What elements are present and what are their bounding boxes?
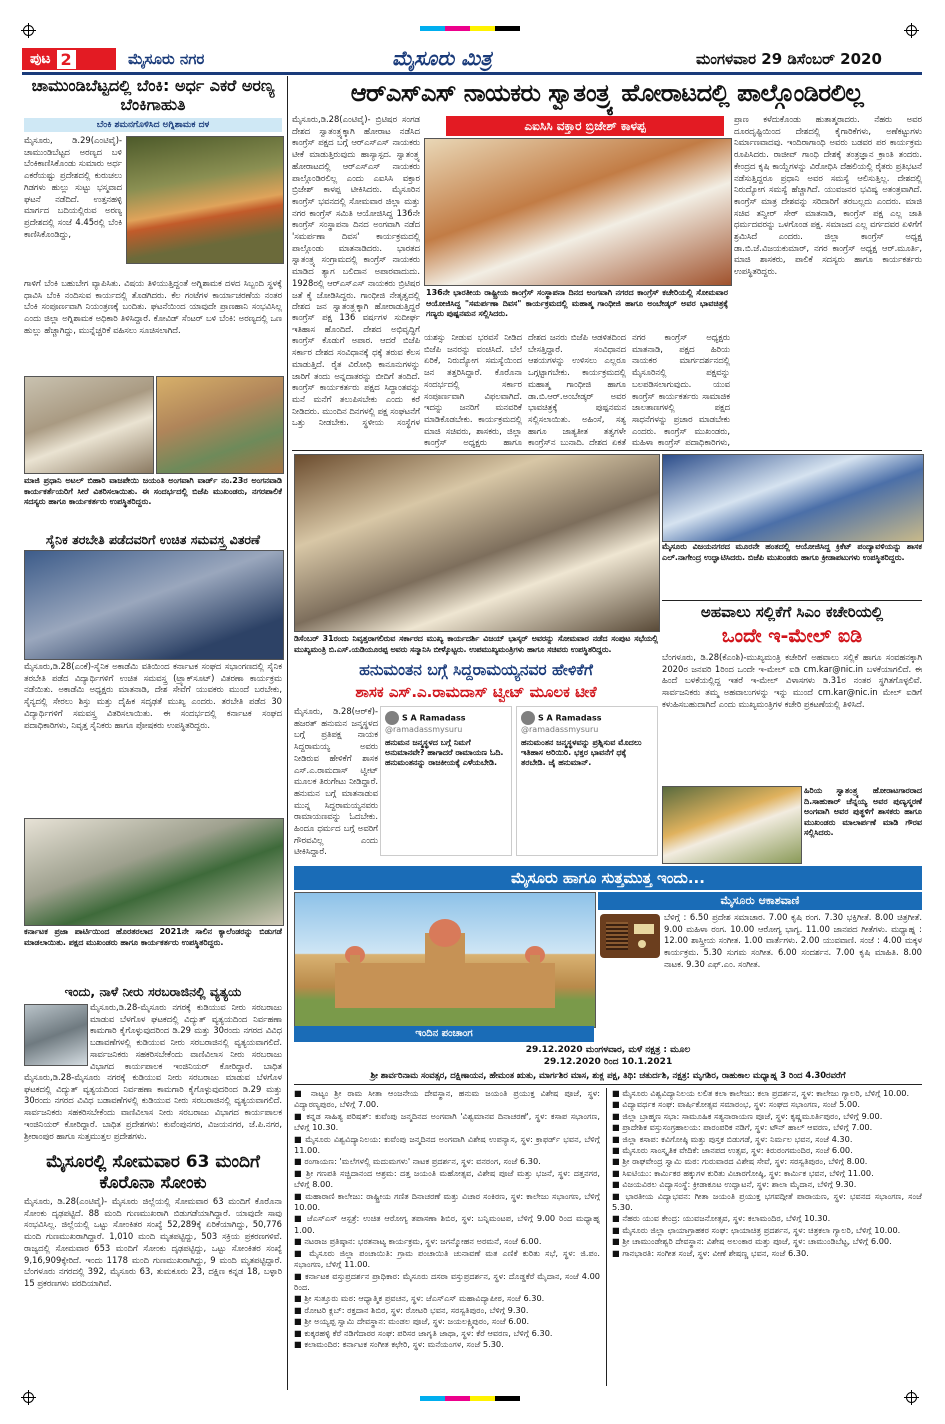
- congress-photo-caption: 136ನೇ ಭಾರತೀಯ ರಾಷ್ಟ್ರೀಯ ಕಾಂಗ್ರೆಸ್ ಸಂಸ್ಥಾಪನಾ ದಿನದ ಅಂಗವಾಗಿ ನಗರದ ಕಾಂಗ್ರೆಸ್ ಕಚೇರಿಯಲ್ಲಿ ಸೋಮವಾರ ಆಯೋಜಿಸಿದ್ದ "ಸಮರ್ಪಣಾ ದಿವಸ" ಕಾರ್ಯಕ್ರಮದಲ್ಲಿ ಮಹಾತ್ಮ ಗಾಂಧೀಜಿ ಹಾಗೂ ಅಂಬೇಡ್ಕರ್ ಅವರ ಭಾವಚಿತ್ರಕ್ಕೆ ಗಣ್ಯರು ಪುಷ್ಪನಮನ ಸಲ್ಲಿಸಿದರು.: [426, 288, 728, 318]
- uniform-body: ಮೈಸೂರು,ಡಿ.28(ಎಂಕೆ)-ಸೈನಿಕ ಅಕಾಡೆಮಿ ವತಿಯಿಂದ ಕರ್ನಾಟಕ ಸಂಘದ ಸಭಾಂಗಣದಲ್ಲಿ ಸೈನಿಕ ತರಬೇತಿ ಪಡೆದ ವಿದ್ಯಾರ್ಥಿಗಳಿಗೆ ಉಚಿತ ಸಮವಸ್ತ್ರ (ಟ್ರ್ಯಾಕ್‌ಸೂಟ್) ವಿತರಣಾ ಕಾರ್ಯಕ್ರಮ ನಡೆಯಿತು. ಅಕಾಡೆಮಿ ಅಧ್ಯಕ್ಷರು ಮಾತನಾಡಿ, ದೇಶ ಸೇವೆಗೆ ಯುವಕರು ಮುಂದೆ ಬರಬೇಕು, ಸೈನ್ಯದಲ್ಲಿ ಸೇರಲು ಶಿಸ್ತು ಮತ್ತು ದೈಹಿಕ ಸದೃಢತೆ ಮುಖ್ಯ ಎಂದರು. ತರಬೇತಿ ಪಡೆದ 30 ವಿದ್ಯಾರ್ಥಿಗಳಿಗೆ ಸಮವಸ್ತ್ರ ವಿತರಿಸಲಾಯಿತು. ಈ ಸಂದರ್ಭದಲ್ಲಿ ಕರ್ನಾಟಕ ಸಂಘದ ಪದಾಧಿಕಾರಿಗಳು, ನಿವೃತ್ತ ಸೈನಿಕರು ಹಾಗೂ ಪೋಷಕರು ಉಪಸ್ಥಿತರಿದ್ದರು.: [24, 661, 282, 730]
- story-tag: ಎಐಸಿಸಿ ವಕ್ತಾರ ಬ್ರಿಜೇಶ್ ಕಾಳಪ್ಪ: [446, 116, 724, 136]
- registration-mark: [906, 1392, 917, 1403]
- event-item: ■ ಶ್ರೀ ಸುತ್ತೂರು ಮಠ: ಆಧ್ಯಾತ್ಮಿಕ ಪ್ರವಚನ, ಸ್ಥಳ: ಜೆಎಸ್‌ಎಸ್ ಮಹಾವಿದ್ಯಾಪೀಠ, ಸಂಜೆ 6.30.: [294, 1293, 545, 1304]
- water-headline: ಇಂದು, ನಾಳೆ ನೀರು ಸರಬರಾಜಿನಲ್ಲಿ ವ್ಯತ್ಯಯ: [64, 984, 242, 999]
- event-item: ■ ನೆಹರು ಯುವ ಕೇಂದ್ರ: ಯುವಜನೋತ್ಸವ, ಸ್ಥಳ: ಕಲಾಮಂದಿರ, ಬೆಳಿಗ್ಗೆ 10.30.: [612, 1213, 831, 1224]
- uniform-headline: ಸೈನಿಕ ತರಬೇತಿ ಪಡೆದವರಿಗೆ ಉಚಿತ ಸಮವಸ್ತ್ರ ವಿತರಣೆ: [45, 532, 261, 547]
- main-body-c: ಯಶಸ್ಸು ನೀಡುವ ಭರವಸೆ ನೀಡಿದ ಬಿಜೆಪಿ ಜನರನ್ನು ವಂಚಿಸಿದೆ. ಬೆಲೆ ಏರಿಕೆ, ನಿರುದ್ಯೋಗ ಸಮಸ್ಯೆಯಿಂದ ಜನ ತತ್ತರಿಸಿದ್ದಾರೆ. ಕೊರೊನಾ ಸಂದರ್ಭದಲ್ಲಿ ಸರ್ಕಾರ ಸಂಪೂರ್ಣವಾಗಿ ವಿಫಲವಾಗಿದೆ. ಇದನ್ನು ಜನರಿಗೆ ಮನವರಿಕೆ ಮಾಡಿಕೊಡಬೇಕು. ಕಾರ್ಯಕ್ರಮದಲ್ಲಿ ಮಾಜಿ ಸಚಿವರು, ಶಾಸಕರು, ಜಿಲ್ಲಾ ಕಾಂಗ್ರೆಸ್ ಅಧ್ಯಕ್ಷರು ಹಾಗೂ: [424, 332, 522, 448]
- main-body-a: ಮೈಸೂರು,ಡಿ.28(ಎಂಟಿವೈ)- ಬ್ರಿಟಿಷರ ಸಂಗಡ ದೇಶದ ಸ್ವಾತಂತ್ರ್ಯಕ್ಕಾಗಿ ಹೋರಾಟ ನಡೆಸಿದ ಕಾಂಗ್ರೆಸ್ ಪಕ್ಷದ ಬಗ್ಗೆ ಆರ್‌ಎಸ್‌ಎಸ್ ನಾಯಕರು ಟೀಕೆ ಮಾಡುತ್ತಿರುವುದು ಹಾಸ್ಯಾಸ್ಪದ. ಸ್ವಾತಂತ್ರ್ಯ ಹೋರಾಟದಲ್ಲಿ ಆರ್‌ಎಸ್‌ಎಸ್ ನಾಯಕರು ಪಾಲ್ಗೊಂಡಿರಲಿಲ್ಲ ಎಂದು ಎಐಸಿಸಿ ವಕ್ತಾರ ಬ್ರಿಜೇಶ್ ಕಾಳಪ್ಪ ಟೀಕಿಸಿದರು. ಮೈಸೂರಿನ ಕಾಂಗ್ರೆಸ್ ಭವನದಲ್ಲಿ ಸೋಮವಾರ ಜಿಲ್ಲಾ ಮತ್ತು ನಗರ ಕಾಂಗ್ರೆಸ್ ಸಮಿತಿ ಆಯೋಜಿಸಿದ್ದ 136ನೇ ಕಾಂಗ್ರೆಸ್ ಸಂಸ್ಥಾಪನಾ ದಿನದ ಅಂಗವಾಗಿ ನಡೆದ 'ಸಮರ್ಪಣಾ ದಿವಸ' ಕಾರ್ಯಕ್ರಮದಲ್ಲಿ ಪಾಲ್ಗೊಂಡು ಮಾತನಾಡಿದರು. ಭಾರತದ ಸ್ವಾತಂತ್ರ್ಯ ಸಂಗ್ರಾಮದಲ್ಲಿ ಕಾಂಗ್ರೆಸ್ ನಾಯಕರು ಮಾಡಿದ ತ್ಯಾಗ ಬಲಿದಾನ ಅಪಾರವಾದುದು. 1928ರಲ್ಲಿ ಆರ್‌ಎಸ್‌ಎಸ್ ನಾಯಕರು ಬ್ರಿಟಿಷರ ಜತೆ ಕೈ ಜೋಡಿಸಿದ್ದರು. ಗಾಂಧೀಜಿ ನೇತೃತ್ವದಲ್ಲಿ ದೇಶದ ಜನ ಸ್ವಾತಂತ್ರ್ಯಕ್ಕಾಗಿ ಹೋರಾಡುತ್ತಿದ್ದರೆ: [292, 114, 420, 312]
- tweet-author: S A Ramadass: [402, 713, 466, 723]
- email-headline-1: ಅಹವಾಲು ಸಲ್ಲಿಕೆಗೆ ಸಿಎಂ ಕಚೇರಿಯಲ್ಲಿ: [700, 603, 884, 621]
- event-item: ■ ರಂಗಾಯಣ: 'ಮಲೆಗಳಲ್ಲಿ ಮದುಮಗಳು' ನಾಟಕ ಪ್ರದರ್ಶನ, ಸ್ಥಳ: ವನರಂಗ, ಸಂಜೆ 6.30.: [294, 1156, 541, 1167]
- radio-label: ಮೈಸೂರು ಆಕಾಶವಾಣಿ: [598, 892, 922, 910]
- event-item: ■ ನಾಟ್ಯಂ ಶ್ರೀ ರಾಮ ಸೀತಾ ಆಂಜನೇಯ ದೇವಸ್ಥಾನ, ಹನುಮ ಜಯಂತಿ ಪ್ರಯುಕ್ತ ವಿಶೇಷ ಪೂಜೆ, ಸ್ಥಳ: ವಿದ್ಯಾರಣ್ಯಪುರಂ, ಬೆಳಿಗ್ಗೆ 7.00.: [294, 1088, 600, 1110]
- water-body-cont: ಮೈಸೂರು,ಡಿ.28-ಮೈಸೂರು ನಗರಕ್ಕೆ ಕುಡಿಯುವ ನೀರು ಸರಬರಾಜು ಮಾಡುವ ಬೆಳಗೊಳ ಘಟಕದಲ್ಲಿ ವಿದ್ಯುತ್ ವ್ಯತ್ಯಯದಿಂದ ನಿರ್ವಹಣಾ ಕಾಮಗಾರಿ ಕೈಗೊಳ್ಳುವುದರಿಂದ ಡಿ.29 ಮತ್ತು 30ರಂದು ನಗರದ ವಿವಿಧ ಬಡಾವಣೆಗಳಲ್ಲಿ ಕುಡಿಯುವ ನೀರು ಸರಬರಾಜಿನಲ್ಲಿ ವ್ಯತ್ಯಯವಾಗಲಿದೆ. ಸಾರ್ವಜನಿಕರು ಸಹಕರಿಸಬೇಕೆಂದು ವಾಣಿವಿಲಾಸ ನೀರು ಸರಬರಾಜು ವಿಭಾಗದ ಕಾರ್ಯಪಾಲಕ ಇಂಜಿನಿಯರ್ ಕೋರಿದ್ದಾರೆ. ಬಾಧಿತ ಪ್ರದೇಶಗಳು: ಕುವೆಂಪುನಗರ, ವಿಜಯನಗರ, ಜೆ.ಪಿ.ನಗರ, ಶ್ರೀರಾಂಪುರ ಹಾಗೂ ಸುತ್ತಮುತ್ತಲ ಪ್ರದೇಶಗಳು.: [24, 1072, 282, 1141]
- masthead: ಮೈಸೂರು ಮಿತ್ರ: [392, 46, 492, 70]
- corona-headline: ಮೈಸೂರಲ್ಲಿ ಸೋಮವಾರ 63 ಮಂದಿಗೆ ಕೊರೊನಾ ಸೋಂಕು: [46, 1152, 260, 1193]
- panchanga-label: ಇಂದಿನ ಪಂಚಾಂಗ: [294, 1026, 594, 1042]
- birthday-caption: ಮಾಜಿ ಪ್ರಧಾನಿ ಅಟಲ್ ಬಿಹಾರಿ ವಾಜಪೇಯಿ ಜಯಂತಿ ಅಂಗವಾಗಿ ವಾರ್ಡ್ ನಂ.23ರ ಅಂಗನವಾಡಿ ಕಾರ್ಯಕರ್ತೆಯರಿಗೆ ಸೀರೆ ವಿತರಿಸಲಾಯಿತು. ಈ ಸಂದರ್ಭದಲ್ಲಿ ಬಿಜೆಪಿ ಮುಖಂಡರು, ನಗರಪಾಲಿಕೆ ಸದಸ್ಯರು ಹಾಗೂ ಕಾರ್ಯಕರ್ತರು ಉಪಸ್ಥಿತರಿದ್ದರು.: [24, 476, 282, 506]
- event-item: ■ ಶ್ರೀ ಚಾಮುಂಡೇಶ್ವರಿ ದೇವಸ್ಥಾನ: ವಿಶೇಷ ಅಲಂಕಾರ ಮತ್ತು ಪೂಜೆ, ಸ್ಥಳ: ಚಾಮುಂಡಿಬೆಟ್ಟ, ಬೆಳಿಗ್ಗೆ 6.00.: [612, 1236, 892, 1247]
- radio-schedule: ಬೆಳಿಗ್ಗೆ : 6.50 ಪ್ರದೇಶ ಸಮಾಚಾರ. 7.00 ಕೃಷಿ ರಂಗ. 7.30 ಭಕ್ತಿಗೀತೆ. 8.00 ಚಿತ್ರಗೀತೆ. 9.00 ಮಹಿಳಾ ರಂಗ. 10.00 ಆರೋಗ್ಯ ಭಾಗ್ಯ. 11.00 ಜಾನಪದ ಗೀತೆಗಳು. ಮಧ್ಯಾಹ್ನ : 12.00 ಶಾಸ್ತ್ರೀಯ ಸಂಗೀತ. 1.00 ವಾರ್ತೆಗಳು. 2.00 ಯುವವಾಣಿ. ಸಂಜೆ : 4.00 ಮಕ್ಕಳ ಕಾರ್ಯಕ್ರಮ. 5.30 ಸುಗಮ ಸಂಗೀತ. 6.00 ಸಂದರ್ಶನ. 7.00 ಕೃಷಿ ಮಾಹಿತಿ. 8.00 ನಾಟಕ. 9.30 ಎಫ್.ಎಂ. ಸಂಗೀತ.: [664, 912, 922, 969]
- tweet-handle: @ramadassmysuru: [521, 725, 599, 734]
- event-item: ■ ಮೈಸೂರು ಜಿಲ್ಲಾ ಪಂಚಾಯಿತಿ: ಗ್ರಾಮ ಪಂಚಾಯಿತಿ ಚುನಾವಣೆ ಮತ ಎಣಿಕೆ ಕುರಿತು ಸಭೆ, ಸ್ಥಳ: ಜಿ.ಪಂ. ಸಭಾಂಗಣ, ಬೆಳಿಗ್ಗೆ 11.00.: [294, 1247, 600, 1270]
- water-tap-photo: [24, 1004, 88, 1066]
- tweet-card-1: [380, 706, 512, 856]
- event-item: ■ ರೋಟರಿ ಕ್ಲಬ್: ರಕ್ತದಾನ ಶಿಬಿರ, ಸ್ಥಳ: ರೋಟರಿ ಭವನ, ಸರಸ್ವತಿಪುರಂ, ಬೆಳಿಗ್ಗೆ 9.30.: [294, 1304, 529, 1315]
- color-bar: [420, 1396, 520, 1401]
- radio-icon: [600, 914, 660, 958]
- fire-body-b: ಗಾಳಿಗೆ ಬೆಂಕಿ ಬಹುಬೇಗ ವ್ಯಾಪಿಸಿತು. ವಿಷಯ ತಿಳಿಯುತ್ತಿದ್ದಂತೆ ಅಗ್ನಿಶಾಮಕ ದಳದ ಸಿಬ್ಬಂದಿ ಸ್ಥಳಕ್ಕೆ ಧಾವಿಸಿ ಬೆಂಕಿ ನಂದಿಸುವ ಕಾರ್ಯದಲ್ಲಿ ತೊಡಗಿದರು. ಕೆಲ ಗಂಟೆಗಳ ಕಾರ್ಯಾಚರಣೆಯ ನಂತರ ಬೆಂಕಿ ಸಂಪೂರ್ಣವಾಗಿ ನಿಯಂತ್ರಣಕ್ಕೆ ಬಂದಿತು. ಘಟನೆಯಿಂದ ಯಾವುದೇ ಪ್ರಾಣಹಾನಿ ಸಂಭವಿಸಿಲ್ಲ ಎಂದು ಜಿಲ್ಲಾ ಅಗ್ನಿಶಾಮಕ ಅಧಿಕಾರಿ ತಿಳಿಸಿದ್ದಾರೆ. ಕೋವಿಡ್ ಸೆಂಟರ್ ಬಳಿ ಬೆಂಕಿ: ಅರಣ್ಯದಲ್ಲಿ ಒಣ ಹುಲ್ಲು ಹೆಚ್ಚಾಗಿದ್ದು, ಮುನ್ನೆಚ್ಚರಿಕೆ ವಹಿಸಲು ಸೂಚಿಸಲಾಗಿದೆ.: [24, 278, 282, 335]
- registration-mark: [23, 1392, 34, 1403]
- event-item: ■ ಶ್ರೀ ಅಯ್ಯಪ್ಪ ಸ್ವಾಮಿ ದೇವಸ್ಥಾನ: ಮಂಡಲ ಪೂಜೆ, ಸ್ಥಳ: ಜಯಲಕ್ಷ್ಮಿಪುರಂ, ಸಂಜೆ 6.00.: [294, 1316, 530, 1327]
- cm-photo-caption: ಡಿಸೆಂಬರ್ 31ರಂದು ನಿವೃತ್ತರಾಗಲಿರುವ ಸರ್ಕಾರದ ಮುಖ್ಯ ಕಾರ್ಯದರ್ಶಿ ವಿಜಯ್ ಭಾಸ್ಕರ್ ಅವರನ್ನು ಸೋಮವಾರ ನಡೆದ ಸಂಪುಟ ಸಭೆಯಲ್ಲಿ ಮುಖ್ಯಮಂತ್ರಿ ಬಿ.ಎಸ್.ಯಡಿಯೂರಪ್ಪ ಅವರು ಸನ್ಮಾನಿಸಿ ಬೀಳ್ಕೊಟ್ಟರು. ಉಪಮುಖ್ಯಮಂತ್ರಿಗಳು ಹಾಗೂ ಸಚಿವರು ಉಪಸ್ಥಿತರಿದ್ದರು.: [294, 634, 658, 654]
- corona-body: ಮೈಸೂರು, ಡಿ.28(ಎಂಟಿವೈ)- ಮೈಸೂರು ಜಿಲ್ಲೆಯಲ್ಲಿ ಸೋಮವಾರ 63 ಮಂದಿಗೆ ಕೊರೊನಾ ಸೋಂಕು ದೃಢಪಟ್ಟಿದೆ. 88 ಮಂದಿ ಗುಣಮುಖರಾಗಿ ಬಿಡುಗಡೆಯಾಗಿದ್ದಾರೆ. ಯಾವುದೇ ಸಾವು ಸಂಭವಿಸಿಲ್ಲ. ಜಿಲ್ಲೆಯಲ್ಲಿ ಒಟ್ಟು ಸೋಂಕಿತರ ಸಂಖ್ಯೆ 52,289ಕ್ಕೆ ಏರಿಕೆಯಾಗಿದ್ದು, 50,776 ಮಂದಿ ಗುಣಮುಖರಾಗಿದ್ದಾರೆ. 1,010 ಮಂದಿ ಮೃತಪಟ್ಟಿದ್ದು, 503 ಸಕ್ರಿಯ ಪ್ರಕರಣಗಳಿವೆ. ರಾಜ್ಯದಲ್ಲಿ ಸೋಮವಾರ 653 ಮಂದಿಗೆ ಸೋಂಕು ದೃಢಪಟ್ಟಿದ್ದು, ಒಟ್ಟು ಸೋಂಕಿತರ ಸಂಖ್ಯೆ 9,16,909ಕ್ಕೇರಿದೆ. ಇಂದು 1178 ಮಂದಿ ಗುಣಮುಖರಾಗಿದ್ದು, 9 ಮಂದಿ ಮೃತಪಟ್ಟಿದ್ದಾರೆ. ಬೆಂಗಳೂರು ನಗರದಲ್ಲಿ 392, ಮೈಸೂರು 63, ತುಮಕೂರು 23, ದಕ್ಷಿಣ ಕನ್ನಡ 18, ಬಳ್ಳಾರಿ 15 ಪ್ರಕರಣಗಳು ವರದಿಯಾಗಿವೆ.: [24, 1196, 282, 1288]
- calendar-release-photo: [24, 818, 284, 926]
- event-item: ■ ಜೆಎಸ್‌ಎಸ್ ಆಸ್ಪತ್ರೆ: ಉಚಿತ ಆರೋಗ್ಯ ತಪಾಸಣಾ ಶಿಬಿರ, ಸ್ಥಳ: ಬನ್ನಿಮಂಟಪ, ಬೆಳಿಗ್ಗೆ 9.00 ರಿಂದ ಮಧ್ಯಾಹ್ನ 1.00.: [294, 1213, 600, 1235]
- tweet-author: S A Ramadass: [538, 713, 602, 723]
- event-item: ■ ಸಿಐಟಿಯು: ಕಾರ್ಮಿಕರ ಹಕ್ಕುಗಳ ಕುರಿತು ವಿಚಾರಗೋಷ್ಠಿ, ಸ್ಥಳ: ಕಾರ್ಮಿಕ ಭವನ, ಬೆಳಿಗ್ಗೆ 11.00.: [612, 1167, 874, 1178]
- tweet-card-2: [516, 706, 658, 856]
- avatar: [385, 711, 399, 725]
- water-body: ಮೈಸೂರು,ಡಿ.28-ಮೈಸೂರು ನಗರಕ್ಕೆ ಕುಡಿಯುವ ನೀರು ಸರಬರಾಜು ಮಾಡುವ ಬೆಳಗೊಳ ಘಟಕದಲ್ಲಿ ವಿದ್ಯುತ್ ವ್ಯತ್ಯಯದಿಂದ ನಿರ್ವಹಣಾ ಕಾಮಗಾರಿ ಕೈಗೊಳ್ಳುವುದರಿಂದ ಡಿ.29 ಮತ್ತು 30ರಂದು ನಗರದ ವಿವಿಧ ಬಡಾವಣೆಗಳಲ್ಲಿ ಕುಡಿಯುವ ನೀರು ಸರಬರಾಜಿನಲ್ಲಿ ವ್ಯತ್ಯಯವಾಗಲಿದೆ. ಸಾರ್ವಜನಿಕರು ಸಹಕರಿಸಬೇಕೆಂದು ವಾಣಿವಿಲಾಸ ನೀರು ಸರಬರಾಜು ವಿಭಾಗದ ಕಾರ್ಯಪಾಲಕ ಇಂಜಿನಿಯರ್ ಕೋರಿದ್ದಾರೆ. ಬಾಧಿತ: [90, 1002, 282, 1071]
- fire-subhead: ಬೆಂಕಿ ಶಮನಗೊಳಿಸಿದ ಅಗ್ನಿಶಾಮಕ ದಳ: [24, 118, 282, 132]
- event-item: ■ ಶ್ರೀ ರಾಘವೇಂದ್ರ ಸ್ವಾಮಿ ಮಠ: ಗುರುವಾರದ ವಿಶೇಷ ಸೇವೆ, ಸ್ಥಳ: ಸರಸ್ವತಿಪುರಂ, ಬೆಳಿಗ್ಗೆ 8.00.: [612, 1156, 868, 1167]
- event-photo-left: [24, 376, 154, 474]
- event-item: ■ ಜಿಲ್ಲಾ ಬ್ರಾಹ್ಮಣ ಸಭಾ: ಸಾಮೂಹಿಕ ಸತ್ಯನಾರಾಯಣ ಪೂಜೆ, ಸ್ಥಳ: ಕೃಷ್ಣಮೂರ್ತಿಪುರಂ, ಬೆಳಿಗ್ಗೆ 9.00.: [612, 1110, 883, 1121]
- cricket-caption: ಮೈಸೂರು ವಿಜಯನಗರದ ಮೂರನೇ ಹಂತದಲ್ಲಿ ಆಯೋಜಿಸಿದ್ದ ಕ್ರಿಕೆಟ್ ಪಂದ್ಯಾವಳಿಯನ್ನು ಶಾಸಕ ಎಲ್.ನಾಗೇಂದ್ರ ಉದ್ಘಾಟಿಸಿದರು. ಬಿಜೆಪಿ ಮುಖಂಡರು ಹಾಗೂ ಕ್ರೀಡಾಪಟುಗಳು ಉಪಸ್ಥಿತರಿದ್ದರು.: [662, 542, 922, 562]
- registration-mark: [23, 25, 34, 36]
- event-item: ■ ಮಹಾರಾಣಿ ಕಾಲೇಜು: ರಾಷ್ಟ್ರೀಯ ಗಣಿತ ದಿನಾಚರಣೆ ಮತ್ತು ವಿಚಾರ ಸಂಕಿರಣ, ಸ್ಥಳ: ಕಾಲೇಜು ಸಭಾಂಗಣ, ಬೆಳಿಗ್ಗೆ 10.00.: [294, 1190, 600, 1213]
- event-item: ■ ಶ್ರೀ ಗಣಪತಿ ಸಚ್ಚಿದಾನಂದ ಆಶ್ರಮ: ದತ್ತ ಜಯಂತಿ ಮಹೋತ್ಸವ, ವಿಶೇಷ ಪೂಜೆ ಮತ್ತು ಭಜನೆ, ಸ್ಥಳ: ದತ್ತನಗರ, ಬೆಳಿಗ್ಗೆ 8.00.: [294, 1167, 600, 1190]
- event-item: ■ ಕುಕ್ಕರಹಳ್ಳಿ ಕೆರೆ ನಡಿಗೆದಾರರ ಸಂಘ: ಪರಿಸರ ಜಾಗೃತಿ ಜಾಥಾ, ಸ್ಥಳ: ಕೆರೆ ಆವರಣ, ಬೆಳಿಗ್ಗೆ 6.30.: [294, 1327, 553, 1338]
- cm-felicitation-photo: [294, 454, 660, 632]
- section-name: ಮೈಸೂರು ನಗರ: [128, 50, 205, 68]
- column-rule: [606, 1088, 607, 1386]
- main-body-right: ಪ್ರಾಣ ಕಳೆದುಕೊಂಡು ಹುತಾತ್ಮರಾದರು. ನೆಹರು ಅವರ ದೂರದೃಷ್ಟಿಯಿಂದ ದೇಶದಲ್ಲಿ ಕೈಗಾರಿಕೆಗಳು, ಅಣೆಕಟ್ಟುಗಳು ನಿರ್ಮಾಣವಾದವು. ಇಂದಿರಾಗಾಂಧಿ ಅವರು ಬಡವರ ಪರ ಕಾರ್ಯಕ್ರಮ ರೂಪಿಸಿದರು. ರಾಜೀವ್ ಗಾಂಧಿ ದೇಶಕ್ಕೆ ತಂತ್ರಜ್ಞಾನ ಕ್ರಾಂತಿ ತಂದರು. ಕೇಂದ್ರದ ಕೃಷಿ ಕಾಯ್ದೆಗಳನ್ನು ವಿರೋಧಿಸಿ ದೆಹಲಿಯಲ್ಲಿ ರೈತರು ಪ್ರತಿಭಟನೆ ನಡೆಸುತ್ತಿದ್ದರೂ ಪ್ರಧಾನಿ ಅವರ ಸಮಸ್ಯೆ ಆಲಿಸುತ್ತಿಲ್ಲ. ದೇಶದಲ್ಲಿ ನಿರುದ್ಯೋಗ ಸಮಸ್ಯೆ ಹೆಚ್ಚಾಗಿದೆ. ಯುವಜನರ ಭವಿಷ್ಯ ಅತಂತ್ರವಾಗಿದೆ. ಕಾಂಗ್ರೆಸ್ ಮಾತ್ರ ದೇಶವನ್ನು ಸರಿದಾರಿಗೆ ತರಬಲ್ಲದು ಎಂದರು. ಮಾಜಿ ಸಚಿವ ತನ್ವೀರ್ ಸೇಠ್ ಮಾತನಾಡಿ, ಕಾಂಗ್ರೆಸ್ ಪಕ್ಷ ಎಲ್ಲ ಜಾತಿ ಧರ್ಮದವರನ್ನು ಒಳಗೊಂಡ ಪಕ್ಷ. ಸಮಾಜದ ಎಲ್ಲ ವರ್ಗದವರ ಏಳಿಗೆಗೆ ಶ್ರಮಿಸಿದೆ ಎಂದರು. ಜಿಲ್ಲಾ ಕಾಂಗ್ರೆಸ್ ಅಧ್ಯಕ್ಷ ಡಾ.ಬಿ.ಜೆ.ವಿಜಯಕುಮಾರ್, ನಗರ ಕಾಂಗ್ರೆಸ್ ಅಧ್ಯಕ್ಷ ಆರ್.ಮೂರ್ತಿ, ಮಾಜಿ ಶಾಸಕರು, ಪಾಲಿಕೆ ಸದಸ್ಯರು ಹಾಗೂ ಕಾರ್ಯಕರ್ತರು ಉಪಸ್ಥಿತರಿದ್ದರು.: [734, 114, 922, 277]
- event-item: ■ ಕರ್ನಾಟಕ ವಸ್ತುಪ್ರದರ್ಶನ ಪ್ರಾಧಿಕಾರ: ಮೈಸೂರು ದಸರಾ ವಸ್ತುಪ್ರದರ್ಶನ, ಸ್ಥಳ: ದೊಡ್ಡಕೆರೆ ಮೈದಾನ, ಸಂಜೆ 4.00 ರಿಂದ.: [294, 1270, 600, 1292]
- event-item: ■ ಮೈಸೂರು ವಿಶ್ವವಿದ್ಯಾನಿಲಯ: ಕುವೆಂಪು ಜನ್ಮದಿನದ ಅಂಗವಾಗಿ ವಿಶೇಷ ಉಪನ್ಯಾಸ, ಸ್ಥಳ: ಕ್ರಾಫರ್ಡ್ ಭವನ, ಬೆಳಿಗ್ಗೆ 11.00.: [294, 1133, 600, 1156]
- main-body-e: ನಗರ ಕಾಂಗ್ರೆಸ್ ಅಧ್ಯಕ್ಷರು ಮಾತನಾಡಿ, ಪಕ್ಷದ ಹಿರಿಯ ನಾಯಕರ ಮಾರ್ಗದರ್ಶನದಲ್ಲಿ ಮೈಸೂರಿನಲ್ಲಿ ಪಕ್ಷವನ್ನು ಬಲಪಡಿಸಲಾಗುವುದು. ಯುವ ಕಾಂಗ್ರೆಸ್ ಕಾರ್ಯಕರ್ತರು ಸಾಮಾಜಿಕ ಜಾಲತಾಣಗಳಲ್ಲಿ ಪಕ್ಷದ ಸಾಧನೆಗಳನ್ನು ಪ್ರಚಾರ ಮಾಡಬೇಕು ಎಂದರು. ಕಾಂಗ್ರೆಸ್ ಮುಖಂಡರು, ಮಹಿಳಾ ಕಾಂಗ್ರೆಸ್ ಪದಾಧಿಕಾರಿಗಳು,: [632, 332, 730, 448]
- freedom-fighter-photo: [662, 786, 802, 864]
- section-rule: [294, 1084, 922, 1085]
- event-item: ■ ಕಲಾಮಂದಿರ: ಕರ್ನಾಟಕ ಸಂಗೀತ ಕಛೇರಿ, ಸ್ಥಳ: ಮನೆಯಂಗಳ, ಸಂಜೆ 5.30.: [294, 1338, 504, 1349]
- panchanga-range: 29.12.2020 ರಿಂದ 10.1.2021: [543, 1057, 673, 1067]
- event-item: ■ ವಿಜಯವಿಠಲ ವಿದ್ಯಾಸಂಸ್ಥೆ: ಕ್ರೀಡಾಕೂಟ ಉದ್ಘಾಟನೆ, ಸ್ಥಳ: ಶಾಲಾ ಮೈದಾನ, ಬೆಳಿಗ್ಗೆ 9.30.: [612, 1179, 857, 1190]
- panchanga-date: 29.12.2020 ಮಂಗಳವಾರ, ಮಳೆ ನಕ್ಷತ್ರ : ಮೂಲ: [525, 1045, 691, 1055]
- uniform-photo: [24, 550, 284, 660]
- email-headline-2: ಒಂದೇ ಇ-ಮೇಲ್ ಐಡಿ: [721, 625, 863, 647]
- freedom-caption: ಹಿರಿಯ ಸ್ವಾತಂತ್ರ್ಯ ಹೋರಾಟಗಾರರಾದ ದಿ.ಸಾಹುಕಾರ್ ಚೆನ್ನಯ್ಯ ಅವರ ಪುಣ್ಯಸ್ಮರಣೆ ಅಂಗವಾಗಿ ಅವರ ಪುತ್ಥಳಿಗೆ ಶಾಸಕರು ಹಾಗೂ ಮುಖಂಡರು ಮಾಲಾರ್ಪಣೆ ಮಾಡಿ ಗೌರವ ಸಲ್ಲಿಸಿದರು.: [804, 786, 922, 837]
- event-item: ■ ಗಾನಭಾರತಿ: ಸಂಗೀತ ಸಂಜೆ, ಸ್ಥಳ: ವೀಣೆ ಶೇಷಣ್ಣ ಭವನ, ಸಂಜೆ 6.30.: [612, 1247, 809, 1258]
- mysuru-today-band: ಮೈಸೂರು ಹಾಗೂ ಸುತ್ತಮುತ್ತ ಇಂದು...: [294, 866, 922, 890]
- calendar-caption: ಕರ್ನಾಟಕ ಪ್ರಜಾ ಪಾರ್ಟಿಯಿಂದ ಹೊರತರಲಾದ 2021ನೇ ಸಾಲಿನ ಕ್ಯಾಲೆಂಡರನ್ನು ಬಿಡುಗಡೆ ಮಾಡಲಾಯಿತು. ಪಕ್ಷದ ಮುಖಂಡರು ಹಾಗೂ ಕಾರ್ಯಕರ್ತರು ಉಪಸ್ಥಿತರಿದ್ದರು.: [24, 927, 282, 947]
- color-bar: [420, 26, 520, 31]
- tweet-text: ಹನುಮನ ಜನ್ಮಸ್ಥಳದ ಬಗ್ಗೆ ನಿಮಗೆ ಅನುಮಾನವೇ? ಹಾಗಾದರೆ ರಾಮಾಯಣ ಓದಿ. ಹನುಮಂತನನ್ನು ರಾಜಕೀಯಕ್ಕೆ ಎಳೆಯಬೇಡಿ.: [385, 738, 504, 767]
- event-item: ■ ಮೈಸೂರು ಸಾಂಸ್ಕೃತಿಕ ವೇದಿಕೆ: ಜಾನಪದ ಉತ್ಸವ, ಸ್ಥಳ: ಕಿರುರಂಗಮಂದಿರ, ಸಂಜೆ 6.00.: [612, 1145, 853, 1156]
- event-item: ■ ಭಾರತೀಯ ವಿದ್ಯಾಭವನ: ಗೀತಾ ಜಯಂತಿ ಪ್ರಯುಕ್ತ ಭಗವದ್ಗೀತೆ ಪಾರಾಯಣ, ಸ್ಥಳ: ಭವನದ ಸಭಾಂಗಣ, ಸಂಜೆ 5.30.: [612, 1190, 922, 1213]
- events-list-right: [612, 1088, 922, 1386]
- event-item: ■ ವಿದ್ಯಾವರ್ಧಕ ಸಂಘ: ವಾರ್ಷಿಕೋತ್ಸವ ಸಮಾರಂಭ, ಸ್ಥಳ: ಸಂಘದ ಸಭಾಂಗಣ, ಸಂಜೆ 5.00.: [612, 1099, 860, 1110]
- registration-mark: [906, 25, 917, 36]
- email-body: ಬೆಂಗಳೂರು, ಡಿ.28(ಕೆಎಂಶಿ)-ಮುಖ್ಯಮಂತ್ರಿ ಕಚೇರಿಗೆ ಅಹವಾಲು ಸಲ್ಲಿಕೆ ಹಾಗೂ ಸಂವಹನಕ್ಕಾಗಿ 2020ರ ಜನವರಿ 1ರಿಂದ ಒಂದೇ ಇ-ಮೇಲ್ ಐಡಿ cm.kar@nic.in ಬಳಕೆಯಾಗಲಿದೆ. ಈ ಹಿಂದೆ ಬಳಕೆಯಲ್ಲಿದ್ದ ಇತರೆ ಇ-ಮೇಲ್ ವಿಳಾಸಗಳು ಡಿ.31ರ ನಂತರ ಸ್ಥಗಿತಗೊಳ್ಳಲಿವೆ. ಸಾರ್ವಜನಿಕರು ತಮ್ಮ ಅಹವಾಲುಗಳನ್ನು ಇನ್ನು ಮುಂದೆ cm.kar@nic.in ಮೇಲ್ ಐಡಿಗೆ ಕಳುಹಿಸಬಹುದಾಗಿದೆ ಎಂದು ಮುಖ್ಯಮಂತ್ರಿಗಳ ಕಚೇರಿ ಪ್ರಕಟಣೆಯಲ್ಲಿ ತಿಳಿಸಿದೆ.: [662, 652, 922, 709]
- column-rule: [287, 76, 288, 1390]
- events-list-left: [294, 1088, 600, 1386]
- page-number-box: [22, 48, 116, 70]
- avatar: [521, 711, 535, 725]
- main-headline: ಆರ್‌ಎಸ್‌ಎಸ್ ನಾಯಕರು ಸ್ವಾತಂತ್ರ್ಯ ಹೋರಾಟದಲ್ಲಿ ಪಾಲ್ಗೊಂಡಿರಲಿಲ್ಲ: [350, 79, 864, 107]
- tweet-handle: @ramadassmysuru: [385, 725, 463, 734]
- panchanga-body: ಶ್ರೀ ಶಾರ್ವರಿನಾಮ ಸಂವತ್ಸರ, ದಕ್ಷಿಣಾಯನ, ಹೇಮಂತ ಋತು, ಮಾರ್ಗಶಿರ ಮಾಸ, ಶುಕ್ಲ ಪಕ್ಷ, ತಿಥಿ: ಚತುರ್ದಶಿ, ನಕ್ಷತ್ರ: ಮೃಗಶಿರ, ರಾಹುಕಾಲ ಮಧ್ಯಾಹ್ನ 3 ರಿಂದ 4.30ರವರೆಗೆ: [370, 1070, 846, 1080]
- palace-silhouette: [295, 893, 595, 1027]
- event-item: ■ ಮೈಸೂರು ವಿಶ್ವವಿದ್ಯಾನಿಲಯ ಲಲಿತ ಕಲಾ ಕಾಲೇಜು: ಕಲಾ ಪ್ರದರ್ಶನ, ಸ್ಥಳ: ಕಾಲೇಜು ಗ್ಯಾಲರಿ, ಬೆಳಿಗ್ಗೆ 10.00.: [612, 1088, 910, 1098]
- forest-fire-photo: [126, 136, 284, 264]
- event-item: ■ ನಟರಾಜ ಪ್ರತಿಷ್ಠಾನ: ಭರತನಾಟ್ಯ ಕಾರ್ಯಕ್ರಮ, ಸ್ಥಳ: ಜಗನ್ಮೋಹನ ಅರಮನೆ, ಸಂಜೆ 6.00.: [294, 1236, 542, 1247]
- event-photo-right: [156, 376, 284, 474]
- main-body-b: ಕಾಂಗ್ರೆಸ್ ಪಕ್ಷ 136 ವರ್ಷಗಳ ಸುದೀರ್ಘ ಇತಿಹಾಸ ಹೊಂದಿದೆ. ದೇಶದ ಅಭಿವೃದ್ಧಿಗೆ ಕಾಂಗ್ರೆಸ್ ಕೊಡುಗೆ ಅಪಾರ. ಆದರೆ ಬಿಜೆಪಿ ಸರ್ಕಾರ ದೇಶದ ಸಂವಿಧಾನಕ್ಕೆ ಧಕ್ಕೆ ತರುವ ಕೆಲಸ ಮಾಡುತ್ತಿದೆ. ರೈತ ವಿರೋಧಿ ಕಾನೂನುಗಳನ್ನು ಜಾರಿಗೆ ತಂದು ಅನ್ನದಾತರನ್ನು ಬೀದಿಗೆ ತಂದಿದೆ. ಕಾಂಗ್ರೆಸ್ ಕಾರ್ಯಕರ್ತರು ಪಕ್ಷದ ಸಿದ್ಧಾಂತವನ್ನು ಮನೆ ಮನೆಗೆ ತಲುಪಿಸಬೇಕು ಎಂದು ಕರೆ ನೀಡಿದರು. ಮುಂದಿನ ದಿನಗಳಲ್ಲಿ ಪಕ್ಷ ಸಂಘಟನೆಗೆ ಒತ್ತು ನೀಡಬೇಕು. ಸ್ಥಳೀಯ ಸಂಸ್ಥೆಗಳ: [292, 312, 420, 428]
- fire-body-a: ಮೈಸೂರು, ಡಿ.29(ಎಂಟಿವೈ)- ಚಾಮುಂಡಿಬೆಟ್ಟದ ಅರಣ್ಯದ ಬಳಿ ಬೆಂಕಿಕಾಣಿಸಿಕೊಂಡು ಸುಮಾರು ಅರ್ಧ ಎಕರೆಯಷ್ಟು ಪ್ರದೇಶದಲ್ಲಿ ಕುರುಚಲು ಗಿಡಗಳು ಹುಲ್ಲು ಸುಟ್ಟು ಭಸ್ಮವಾದ ಘಟನೆ ನಡೆದಿದೆ. ಉತ್ತನಹಳ್ಳಿ ಮಾರ್ಗದ ಬದಿಯಲ್ಲಿರುವ ಅರಣ್ಯ ಪ್ರದೇಶದಲ್ಲಿ ಸಂಜೆ 4.45ರಲ್ಲಿ ಬೆಂಕಿ ಕಾಣಿಸಿಕೊಂಡಿದ್ದು,: [24, 135, 122, 239]
- main-body-d: ದೇಶದ ಜನರು ಬಿಜೆಪಿ ಆಡಳಿತದಿಂದ ಬೇಸತ್ತಿದ್ದಾರೆ. ಸಂವಿಧಾನದ ಆಶಯಗಳನ್ನು ಉಳಿಸಲು ಎಲ್ಲರೂ ಒಗ್ಗಟ್ಟಾಗಬೇಕು. ಕಾರ್ಯಕ್ರಮದಲ್ಲಿ ಮಹಾತ್ಮ ಗಾಂಧೀಜಿ ಹಾಗೂ ಡಾ.ಬಿ.ಆರ್.ಅಂಬೇಡ್ಕರ್ ಅವರ ಭಾವಚಿತ್ರಕ್ಕೆ ಪುಷ್ಪನಮನ ಸಲ್ಲಿಸಲಾಯಿತು. ಅಹಿಂಸೆ, ಸತ್ಯ ಹಾಗೂ ಜಾತ್ಯತೀತ ತತ್ವಗಳೇ ಕಾಂಗ್ರೆಸ್‌ನ ಬುನಾದಿ. ದೇಶದ ಏಕತೆ: [528, 332, 626, 448]
- mysuru-palace-photo: [294, 892, 596, 1028]
- event-item: ■ ಕನ್ನಡ ಸಾಹಿತ್ಯ ಪರಿಷತ್: ಕುವೆಂಪು ಜನ್ಮದಿನದ ಅಂಗವಾಗಿ 'ವಿಶ್ವಮಾನವ ದಿನಾಚರಣೆ', ಸ್ಥಳ: ಕಸಾಪ ಸಭಾಂಗಣ, ಬೆಳಿಗ್ಗೆ 10.30.: [294, 1110, 600, 1133]
- congress-event-photo: [424, 138, 732, 286]
- event-item: ■ ಮೈಸೂರು ಜಿಲ್ಲಾ ಛಾಯಾಗ್ರಾಹಕರ ಸಂಘ: ಛಾಯಾಚಿತ್ರ ಪ್ರದರ್ಶನ, ಸ್ಥಳ: ಚಿತ್ರಕಲಾ ಗ್ಯಾಲರಿ, ಬೆಳಿಗ್ಗೆ 10.00.: [612, 1224, 901, 1235]
- issue-date: ಮಂಗಳವಾರ 29 ಡಿಸೆಂಬರ್ 2020: [696, 50, 882, 68]
- section-rule: [662, 600, 922, 601]
- page-label: ಪುಟ: [30, 51, 51, 67]
- page-number: 2: [57, 50, 76, 69]
- event-item: ■ ಪ್ರಾದೇಶಿಕ ವಸ್ತುಸಂಗ್ರಹಾಲಯ: ಪಾರಂಪರಿಕ ನಡಿಗೆ, ಸ್ಥಳ: ಟೌನ್ ಹಾಲ್ ಆವರಣ, ಬೆಳಿಗ್ಗೆ 7.00.: [612, 1122, 873, 1133]
- fire-headline: ಚಾಮುಂಡಿಬೆಟ್ಟದಲ್ಲಿ ಬೆಂಕಿ: ಅರ್ಧ ಎಕರೆ ಅರಣ್ಯ ಬೆಂಕಿಗಾಹುತಿ: [31, 76, 275, 114]
- hanuman-body-spacer: [380, 860, 658, 864]
- tweet-text: ಹನುಮಂತನ ಜನ್ಮಸ್ಥಳವನ್ನು ಪ್ರಶ್ನಿಸುವ ಮೊದಲು ಇತಿಹಾಸ ಅರಿಯಿರಿ. ಭಕ್ತರ ಭಾವನೆಗೆ ಧಕ್ಕೆ ತರಬೇಡಿ. ಜೈ ಹನುಮಾನ್.: [521, 738, 642, 767]
- cricket-photo: [662, 454, 924, 542]
- hanuman-headline: ಹನುಮಂತನ ಬಗ್ಗೆ ಸಿದ್ದರಾಮಯ್ಯನವರ ಹೇಳಿಕೆಗೆ: [359, 661, 593, 679]
- event-item: ■ ಜಿಲ್ಲಾ ಕಸಾಪ: ಕವಿಗೋಷ್ಠಿ ಮತ್ತು ಪುಸ್ತಕ ಬಿಡುಗಡೆ, ಸ್ಥಳ: ನಿರ್ಮಲ ಭವನ, ಸಂಜೆ 4.30.: [612, 1133, 853, 1144]
- section-rule: [292, 450, 922, 451]
- hanuman-subhead: ಶಾಸಕ ಎಸ್.ಎ.ರಾಮದಾಸ್ ಟ್ವೀಟ್ ಮೂಲಕ ಟೀಕೆ: [355, 683, 597, 701]
- hanuman-body: ಮೈಸೂರು, ಡಿ.28(ಆರ್‌ಕೆ)- ಹಜರತ್ ಹನುಮನ ಜನ್ಮಸ್ಥಳದ ಬಗ್ಗೆ ಪ್ರತಿಪಕ್ಷ ನಾಯಕ ಸಿದ್ದರಾಮಯ್ಯ ಅವರು ನೀಡಿರುವ ಹೇಳಿಕೆಗೆ ಶಾಸಕ ಎಸ್.ಎ.ರಾಮದಾಸ್ ಟ್ವೀಟ್ ಮೂಲಕ ತಿರುಗೇಟು ನೀಡಿದ್ದಾರೆ. ಹನುಮನ ಬಗ್ಗೆ ಮಾತನಾಡುವ ಮುನ್ನ ಸಿದ್ದರಾಮಯ್ಯನವರು ರಾಮಾಯಣವನ್ನು ಓದಬೇಕು. ಹಿಂದೂ ಧರ್ಮದ ಬಗ್ಗೆ ಅವರಿಗೆ ಗೌರವವಿಲ್ಲ ಎಂದು ಟೀಕಿಸಿದ್ದಾರೆ.: [294, 706, 378, 857]
